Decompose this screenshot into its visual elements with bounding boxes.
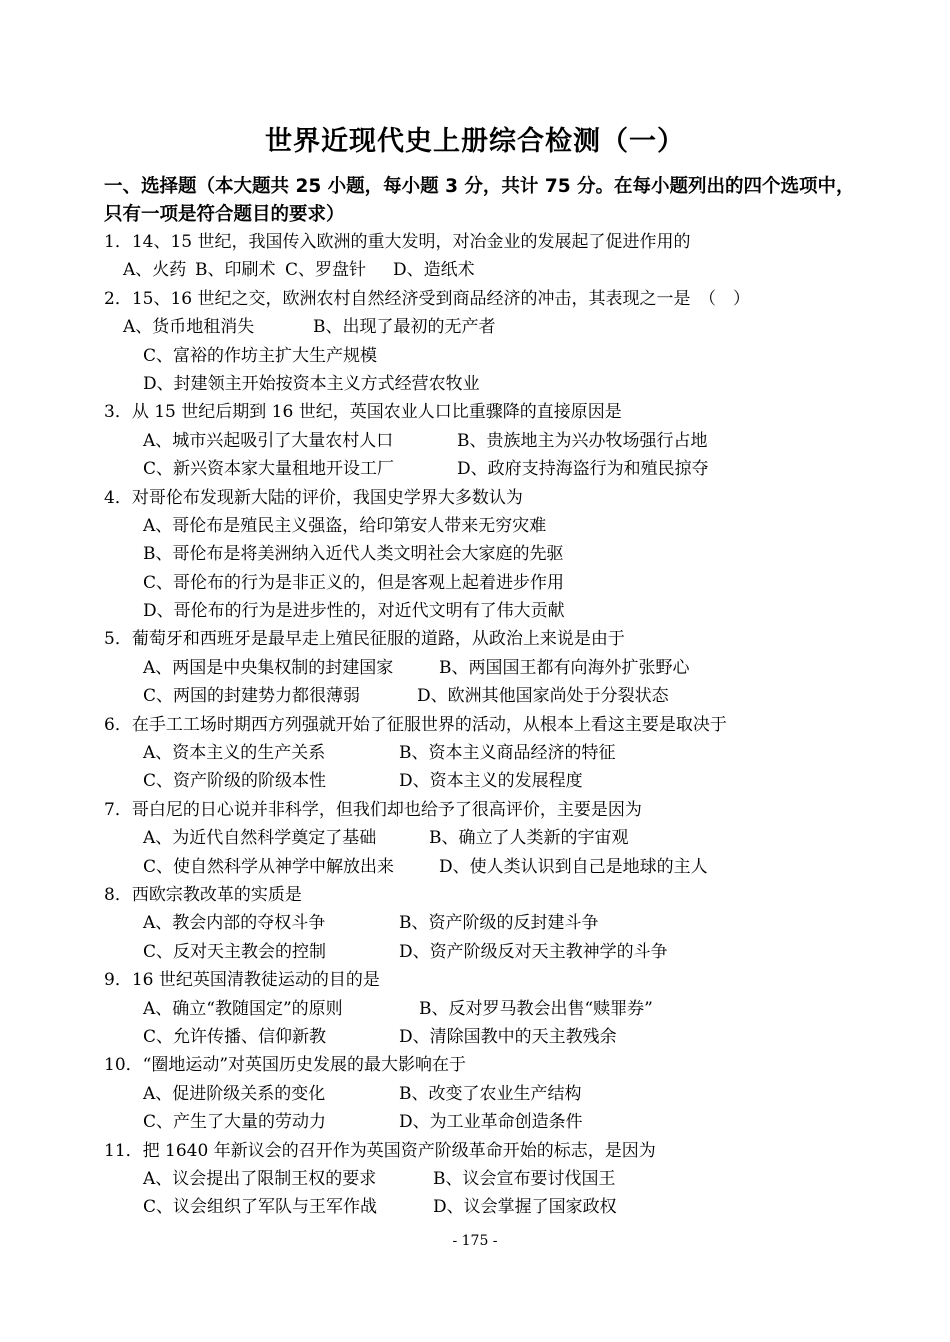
option: A、议会提出了限制王权的要求 — [143, 1168, 377, 1189]
option: B、议会宣布要讨伐国王 — [433, 1168, 616, 1189]
option: A、哥伦布是殖民主义强盗，给印第安人带来无穷灾难 — [143, 515, 547, 536]
option: C、反对天主教会的控制 — [143, 941, 327, 962]
option: D、使人类认识到自己是地球的主人 — [439, 856, 708, 877]
option: D、造纸术 — [393, 260, 475, 281]
question-stem: 4．对哥伦布发现新大陆的评价，我国史学界大多数认为 — [104, 487, 523, 508]
option: C、富裕的作坊主扩大生产规模 — [143, 345, 378, 366]
option-row — [0, 540, 950, 568]
question-stem: 7．哥白尼的日心说并非科学，但我们却也给予了很高评价，主要是因为 — [104, 799, 642, 820]
option: A、火药 — [123, 260, 187, 281]
option: C、允许传播、信仰新教 — [143, 1026, 327, 1047]
option: B、确立了人类新的宇宙观 — [429, 828, 629, 849]
option: A、城市兴起吸引了大量农村人口 — [143, 430, 394, 451]
option-row — [0, 569, 950, 597]
option-row — [0, 682, 950, 710]
option: D、政府支持海盗行为和殖民掠夺 — [457, 459, 709, 480]
option: C、资产阶级的阶级本性 — [143, 771, 327, 792]
option: B、印刷术 — [195, 260, 276, 281]
option: D、议会掌握了国家政权 — [433, 1197, 617, 1218]
question-stem: 6．在手工工场时期西方列强就开始了征服世界的活动，从根本上看这主要是取决于 — [104, 714, 727, 735]
question-list — [0, 228, 950, 1222]
option-row — [0, 853, 950, 881]
question-stem: 8．西欧宗教改革的实质是 — [104, 884, 302, 905]
question-stem: 11．把 1640 年新议会的召开作为英国资产阶级革命开始的标志，是因为 — [104, 1140, 656, 1161]
question-stem: 9．16 世纪英国清教徒运动的目的是 — [104, 970, 380, 991]
option: D、清除国教中的天主教残余 — [399, 1026, 617, 1047]
section-header: 一、选择题（本大题共 25 小题，每小题 3 分，共计 75 分。在每小题列出的四个选项中，只有一项是符合题目的要求） — [104, 176, 855, 225]
option: A、两国是中央集权制的封建国家 — [143, 657, 394, 678]
option-row — [0, 342, 950, 370]
option: C、罗盘针 — [285, 260, 367, 281]
option: D、资产阶级反对天主教神学的斗争 — [399, 941, 668, 962]
option: D、哥伦布的行为是进步性的，对近代文明有了伟大贡献 — [143, 601, 565, 622]
option: C、产生了大量的劳动力 — [143, 1112, 327, 1133]
option: A、为近代自然科学奠定了基础 — [143, 828, 377, 849]
option-row — [0, 455, 950, 483]
option: B、资产阶级的反封建斗争 — [399, 913, 599, 934]
page-number: - 175 - — [452, 1233, 498, 1249]
option: C、两国的封建势力都很薄弱 — [143, 686, 361, 707]
option: A、确立“教随国定”的原则 — [143, 998, 343, 1019]
question-stem: 5．葡萄牙和西班牙是最早走上殖民征服的道路，从政治上来说是由于 — [104, 629, 625, 650]
question-stem: 2．15、16 世纪之交，欧洲农村自然经济受到商品经济的冲击，其表现之一是 （ ） — [104, 288, 750, 309]
option-row — [0, 1080, 950, 1108]
option: C、议会组织了军队与王军作战 — [143, 1197, 378, 1218]
option: B、反对罗马教会出售“赎罪券” — [419, 998, 653, 1019]
option-row — [0, 597, 950, 625]
option: B、改变了农业生产结构 — [399, 1083, 582, 1104]
option: B、贵族地主为兴办牧场强行占地 — [457, 430, 708, 451]
option-row — [0, 1165, 950, 1193]
question-stem: 1．14、15 世纪，我国传入欧洲的重大发明，对冶金业的发展起了促进作用的 — [104, 232, 691, 252]
option-row — [0, 313, 950, 341]
option: A、促进阶级关系的变化 — [143, 1083, 326, 1104]
option-row — [0, 909, 950, 937]
option-row — [0, 370, 950, 398]
option: D、资本主义的发展程度 — [399, 771, 583, 792]
option: B、哥伦布是将美洲纳入近代人类文明社会大家庭的先驱 — [143, 544, 564, 565]
option: D、欧洲其他国家尚处于分裂状态 — [417, 686, 669, 707]
page-title: 世界近现代史上册综合检测（一） — [265, 126, 685, 157]
question-stem: 3．从 15 世纪后期到 16 世纪，英国农业人口比重骤降的直接原因是 — [104, 402, 622, 423]
option-row — [0, 938, 950, 966]
option-row — [0, 1108, 950, 1136]
option-row — [0, 256, 950, 284]
option-row — [0, 512, 950, 540]
option: A、货币地租消失 — [123, 317, 255, 338]
option: D、封建领主开始按资本主义方式经营农牧业 — [143, 373, 480, 394]
option: D、为工业革命创造条件 — [399, 1112, 583, 1133]
option-row — [0, 654, 950, 682]
option-row — [0, 767, 950, 795]
option: A、教会内部的夺权斗争 — [143, 913, 326, 934]
option: B、两国国王都有向海外扩张野心 — [439, 657, 690, 678]
option-row — [0, 739, 950, 767]
question-stem: 10．“圈地运动”对英国历史发展的最大影响在于 — [104, 1055, 467, 1076]
option-row — [0, 995, 950, 1023]
option: C、新兴资本家大量租地开设工厂 — [143, 459, 395, 480]
option-row — [0, 1193, 950, 1221]
option-row — [0, 1023, 950, 1051]
option: B、资本主义商品经济的特征 — [399, 743, 616, 764]
option: A、资本主义的生产关系 — [143, 743, 326, 764]
option-row — [0, 427, 950, 455]
option-row — [0, 824, 950, 852]
option: C、使自然科学从神学中解放出来 — [143, 856, 395, 877]
option: C、哥伦布的行为是非正义的，但是客观上起着进步作用 — [143, 572, 565, 593]
option: B、出现了最初的无产者 — [313, 317, 496, 338]
